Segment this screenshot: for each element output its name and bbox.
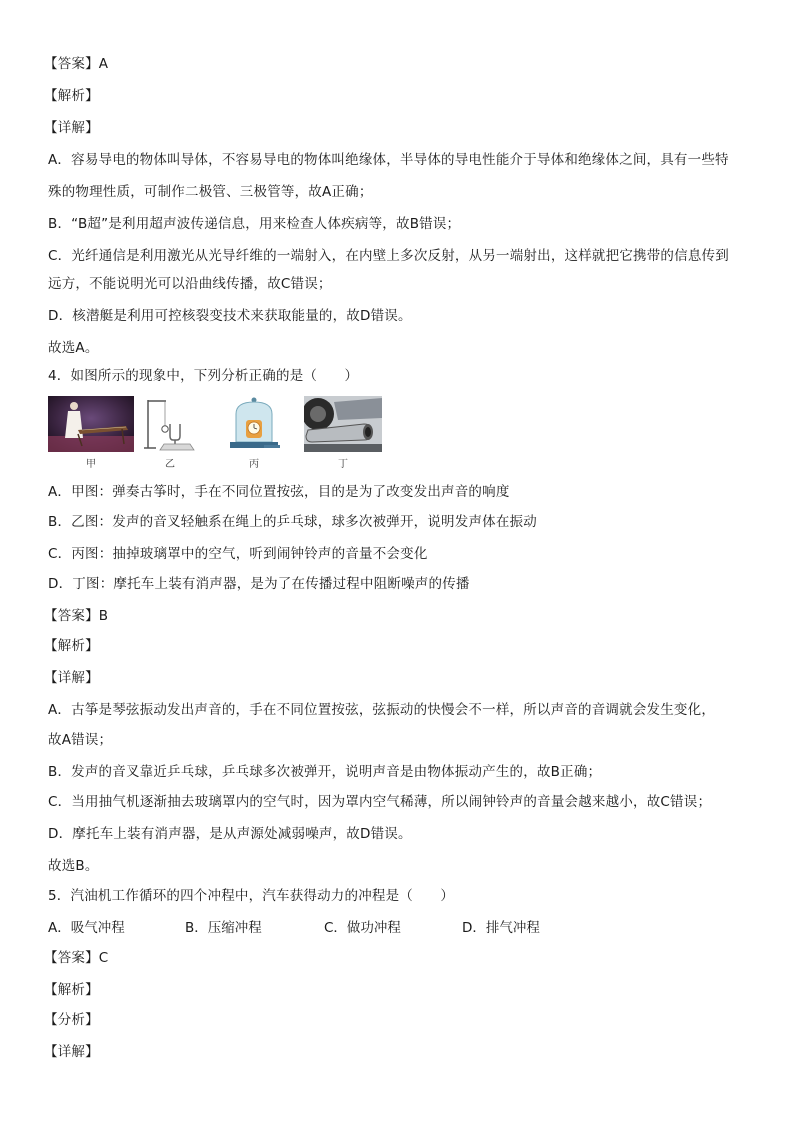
answer-tag: 【答案】B [44, 608, 109, 624]
question-5-option-a: A．吸气冲程 [48, 920, 125, 936]
question-4-figures [48, 396, 388, 474]
question-4-option-d: D．丁图：摩托车上装有消声器，是为了在传播过程中阻断噪声的传播 [48, 576, 470, 592]
question-5-option-d: D．排气冲程 [462, 920, 540, 936]
detail-tag: 【详解】 [44, 670, 99, 686]
analysis-tag: 【解析】 [44, 638, 99, 654]
detail-tag: 【详解】 [44, 1044, 99, 1060]
figure-ding [304, 396, 382, 470]
analysis-tag: 【解析】 [44, 982, 99, 998]
detail-tag: 【详解】 [44, 120, 99, 136]
figure-caption: 丁 [338, 459, 348, 470]
explanation-line: B．发声的音叉靠近乒乓球，乒乓球多次被弹开，说明声音是由物体振动产生的，故B正确； [48, 764, 602, 780]
analysis-tag: 【分析】 [44, 1012, 99, 1028]
motorcycle-muffler-image [304, 396, 382, 452]
explanation-line: 远方，不能说明光可以沿曲线传播，故C错误； [48, 276, 332, 292]
explanation-line: D．核潜艇是利用可控核裂变技术来获取能量的，故D错误。 [48, 308, 412, 324]
question-5-stem: 5．汽油机工作循环的四个冲程中，汽车获得动力的冲程是（ ） [48, 888, 455, 904]
question-5-options [48, 918, 748, 938]
figure-yi [142, 396, 198, 470]
question-4-option-c: C．丙图：抽掉玻璃罩中的空气，听到闹钟铃声的音量不会变化 [48, 546, 428, 562]
conclusion-line: 故选A。 [48, 340, 99, 356]
figure-bing [224, 396, 284, 470]
explanation-line: D．摩托车上装有消声器，是从声源处减弱噪声，故D错误。 [48, 826, 412, 842]
explanation-line: C．当用抽气机逐渐抽去玻璃罩内的空气时，因为罩内空气稀薄，所以闹钟铃声的音量会越来越小，故C错误； [48, 794, 712, 810]
answer-tag: 【答案】A [44, 56, 109, 72]
question-4-stem: 4．如图所示的现象中，下列分析正确的是（ ） [48, 368, 359, 384]
question-5-option-c: C．做功冲程 [324, 920, 401, 936]
question-4-option-a: A．甲图：弹奏古筝时，手在不同位置按弦，目的是为了改变发出声音的响度 [48, 484, 510, 500]
explanation-line: C．光纤通信是利用激光从光导纤维的一端射入，在内壁上多次反射，从另一端射出，这样就把它携带的信息传到 [48, 248, 729, 264]
explanation-line: A．古筝是琴弦振动发出声音的，手在不同位置按弦，弦振动的快慢会不一样，所以声音的音调就会发生变化， [48, 702, 716, 718]
figure-jia [48, 396, 134, 470]
analysis-tag: 【解析】 [44, 88, 99, 104]
explanation-line: A．容易导电的物体叫导体，不容易导电的物体叫绝缘体，半导体的导电性能介于导体和绝缘体之间，具有一些特 [48, 152, 729, 168]
tuning-fork-image [142, 396, 198, 452]
figure-caption: 丙 [249, 459, 259, 470]
question-5-option-b: B．压缩冲程 [185, 920, 262, 936]
figure-caption: 乙 [165, 459, 175, 470]
explanation-line: B．“B超”是利用超声波传递信息，用来检查人体疾病等，故B错误； [48, 216, 461, 232]
figure-caption: 甲 [86, 459, 96, 470]
explanation-line: 殊的物理性质，可制作二极管、三极管等，故A正确； [48, 184, 373, 200]
question-4-option-b: B．乙图：发声的音叉轻触系在绳上的乒乓球，球多次被弹开，说明发声体在振动 [48, 514, 537, 530]
explanation-line: 故A错误； [48, 732, 113, 748]
conclusion-line: 故选B。 [48, 858, 99, 874]
answer-tag: 【答案】C [44, 950, 109, 966]
guzheng-performance-image [48, 396, 134, 452]
bell-jar-clock-image [224, 396, 284, 452]
